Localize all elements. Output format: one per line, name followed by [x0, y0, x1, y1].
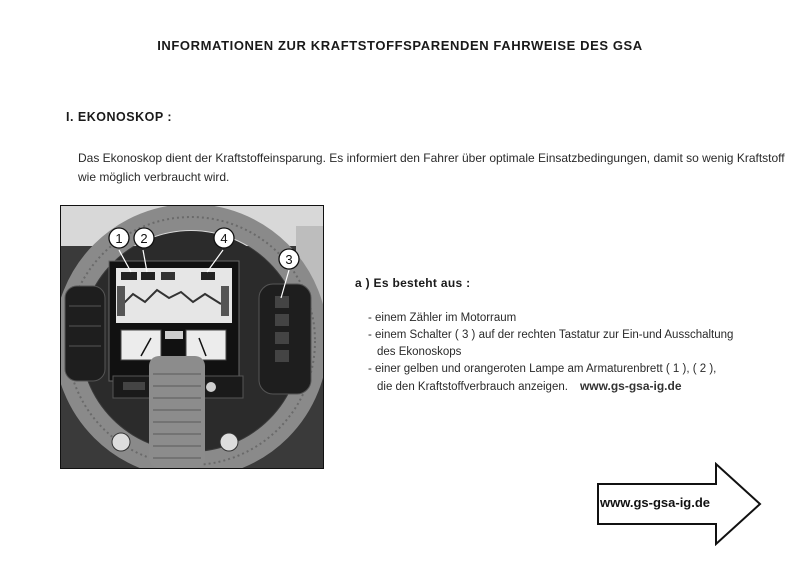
list-item-continuation: des Ekonoskops: [377, 346, 462, 358]
intro-paragraph: Das Ekonoskop dient der Kraftstoffeinsparung. Es informiert den Fahrer über optimale Einsatzbedingungen, damit so wenig Kraftstoff wie möglich verbraucht wird.: [78, 151, 785, 184]
section-heading: I. EKONOSKOP :: [66, 110, 173, 124]
dashboard-illustration: [61, 206, 323, 468]
steering-column: [149, 356, 205, 468]
dashboard-photo: [60, 205, 324, 469]
component-list: [368, 310, 788, 396]
left-vent-pod: [65, 286, 105, 381]
list-item: - einem Zähler im Motorraum: [368, 312, 517, 324]
watermark-text: www.gs-gsa-ig.de: [579, 379, 682, 393]
list-item: - einem Schalter ( 3 ) auf der rechten Tastatur zur Ein-und Ausschaltung: [368, 329, 734, 341]
callout-2: 2: [140, 231, 148, 246]
callout-1: 1: [115, 231, 123, 246]
list-item-text: die den Kraftstoffverbrauch anzeigen.: [377, 381, 568, 393]
website-link[interactable]: www.gs-gsa-ig.de: [600, 495, 711, 510]
callout-3: 3: [285, 252, 293, 267]
page-title: INFORMATIONEN ZUR KRAFTSTOFFSPARENDEN FAHRWEISE DES GSA: [157, 38, 643, 53]
callout-4: 4: [220, 231, 228, 246]
list-item-continuation: [368, 378, 788, 396]
list-heading: a ) Es besteht aus :: [355, 276, 471, 290]
list-item: - einer gelben und orangeroten Lampe am Armaturenbrett ( 1 ), ( 2 ),: [368, 363, 717, 375]
